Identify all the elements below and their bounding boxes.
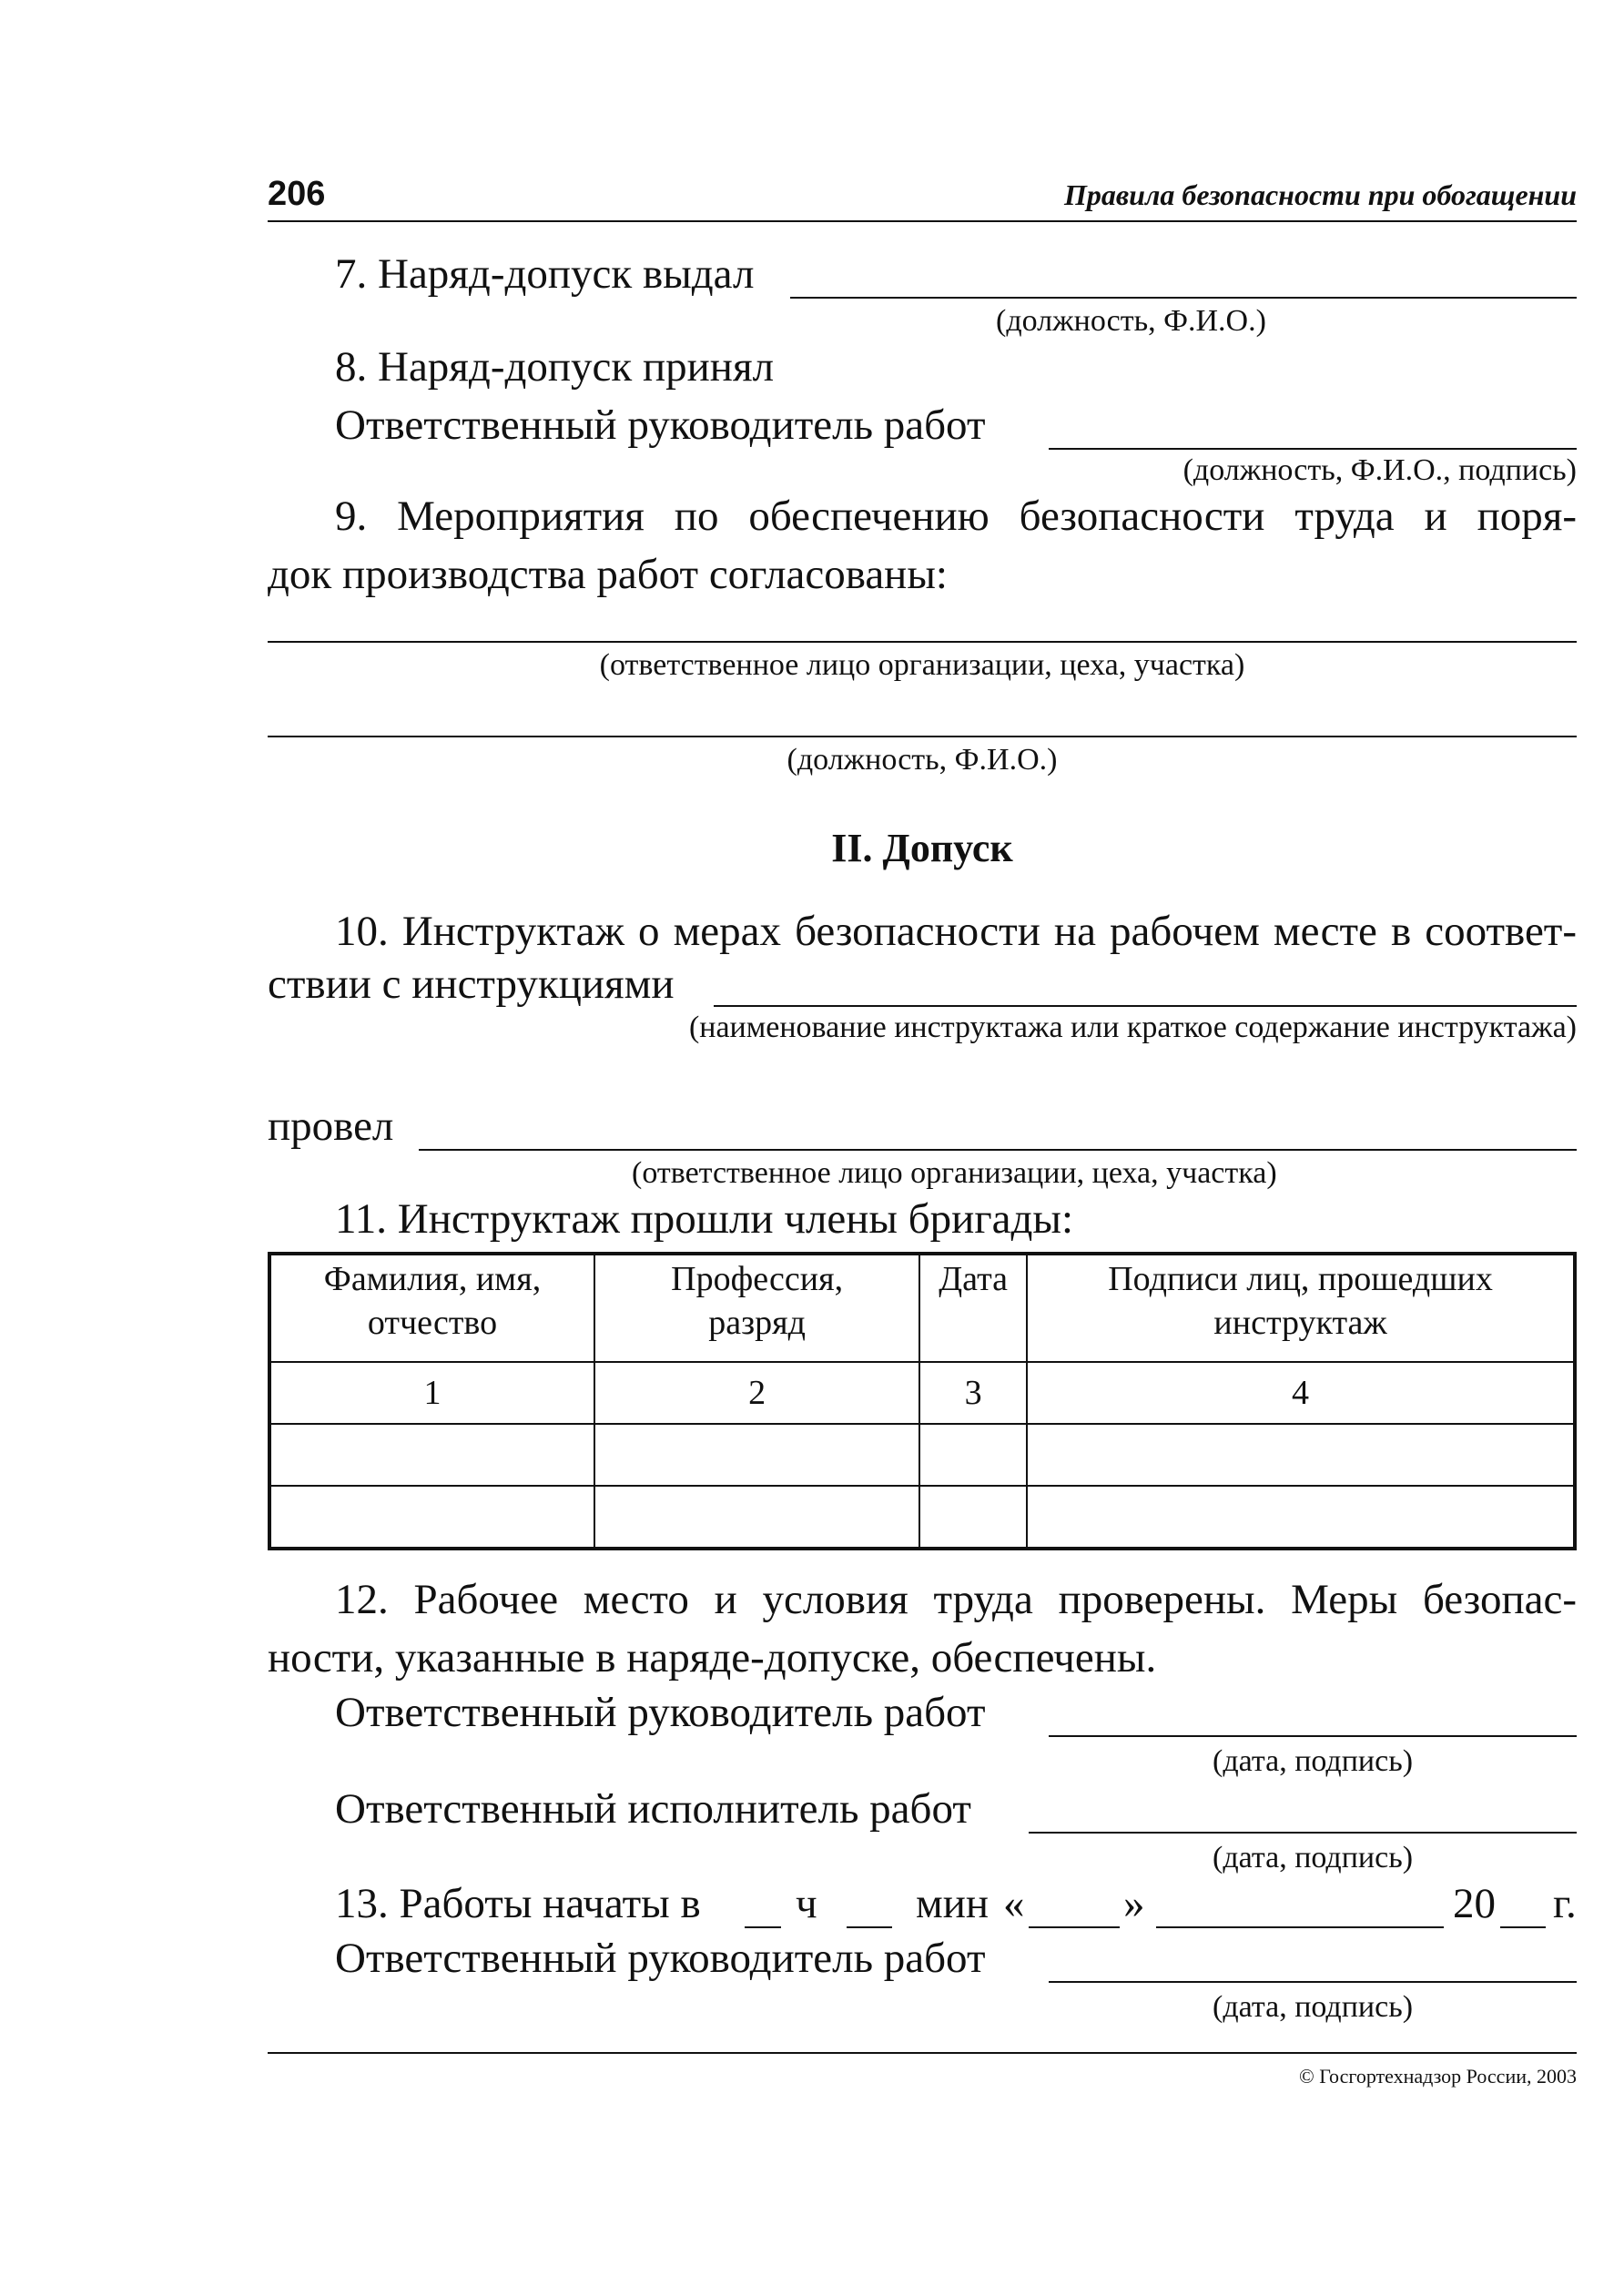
item7-blank <box>790 297 1577 299</box>
item12-executor-caption: (дата, подпись) <box>1213 1841 1414 1875</box>
item7-label: 7. Наряд-допуск выдал <box>335 250 755 298</box>
copyright: © Госгортехнадзор России, 2003 <box>1299 2065 1577 2088</box>
item12-executor-label: Ответственный исполнитель работ <box>335 1785 971 1833</box>
item8-caption: (должность, Ф.И.О., подпись) <box>1182 453 1577 487</box>
item10-caption2: (ответственное лицо организации, цеха, участка) <box>632 1156 1277 1190</box>
item13-hours-unit: ч <box>796 1880 817 1927</box>
table-cell[interactable] <box>1027 1486 1575 1549</box>
item13-year: 20 <box>1453 1880 1496 1927</box>
item11-label: 11. Инструктаж прошли члены бригады: <box>335 1195 1074 1243</box>
table-cell[interactable] <box>594 1486 919 1549</box>
running-title: Правила безопасности при обогащении <box>1063 178 1577 211</box>
item9-caption2: (должность, Ф.И.О.) <box>787 743 1058 777</box>
item13-manager-blank <box>1049 1981 1577 1983</box>
item13-prefix: 13. Работы начаты в <box>335 1880 701 1927</box>
item13-month-blank <box>1156 1926 1444 1928</box>
item13-hours-blank <box>745 1926 781 1928</box>
item10-line2: ствии с инструкциями <box>268 960 675 1008</box>
header-signatures: Подписи лиц, прошедших инструктаж <box>1027 1254 1575 1362</box>
table-row <box>269 1486 1575 1549</box>
page-number: 206 <box>268 175 326 213</box>
item13-manager-caption: (дата, подпись) <box>1213 1990 1414 2024</box>
table-index-row <box>269 1362 1575 1424</box>
item13-day-blank <box>1029 1926 1120 1928</box>
item12-manager-caption: (дата, подпись) <box>1213 1744 1414 1778</box>
footer-rule <box>268 2052 1577 2054</box>
item10-blank2 <box>419 1149 1577 1151</box>
table-cell[interactable] <box>919 1486 1027 1549</box>
item8-blank <box>1049 448 1577 450</box>
table-cell: 4 <box>1027 1362 1575 1424</box>
item13-year-suffix: г. <box>1553 1880 1577 1927</box>
table-cell: 3 <box>919 1362 1027 1424</box>
table-cell: 2 <box>594 1362 919 1424</box>
item10-line1: 10. Инструктаж о мерах безопасности на рабочем месте в соответ- <box>335 908 1577 955</box>
item10-conducted-label: провел <box>268 1102 394 1150</box>
item13-open-quote: « <box>1003 1880 1025 1927</box>
table-cell[interactable] <box>269 1486 594 1549</box>
item13-close-quote: » <box>1123 1880 1145 1927</box>
item13-manager-label: Ответственный руководитель работ <box>335 1935 986 1982</box>
header-date: Дата <box>919 1254 1027 1362</box>
item10-caption1: (наименование инструктажа или краткое содержание инструктажа) <box>688 1011 1577 1044</box>
item9-line1: 9. Мероприятия по обеспечению безопасности труда и поря- <box>335 493 1577 540</box>
header-rule <box>268 220 1577 222</box>
item9-caption1: (ответственное лицо организации, цеха, участка) <box>599 648 1245 682</box>
item8-label: 8. Наряд-допуск принял <box>335 343 775 391</box>
header-profession: Профессия, разряд <box>594 1254 919 1362</box>
header-full-name: Фамилия, имя, отчество <box>269 1254 594 1362</box>
item12-line1: 12. Рабочее место и условия труда проверены. Меры безопас- <box>335 1576 1577 1623</box>
table-row <box>269 1424 1575 1486</box>
section-title: II. Допуск <box>831 826 1013 870</box>
table-cell[interactable] <box>1027 1424 1575 1486</box>
table-cell: 1 <box>269 1362 594 1424</box>
brigade-table <box>268 1252 1577 1550</box>
item13-year-blank <box>1500 1926 1546 1928</box>
item7-caption: (должность, Ф.И.О.) <box>996 304 1266 338</box>
item13-minutes-unit: мин <box>916 1880 990 1927</box>
item10-blank1 <box>714 1005 1577 1007</box>
table-cell[interactable] <box>269 1424 594 1486</box>
item9-blank2 <box>268 736 1577 737</box>
item9-blank1 <box>268 641 1577 643</box>
item12-manager-label: Ответственный руководитель работ <box>335 1689 986 1736</box>
table-header-row <box>269 1254 1575 1362</box>
table-cell[interactable] <box>594 1424 919 1486</box>
item8-sublabel: Ответственный руководитель работ <box>335 401 986 449</box>
item12-manager-blank <box>1049 1735 1577 1737</box>
item12-executor-blank <box>1029 1832 1577 1834</box>
item9-line2: док производства работ согласованы: <box>268 551 948 598</box>
item13-minutes-blank <box>847 1926 892 1928</box>
item12-line2: ности, указанные в наряде-допуске, обеспечены. <box>268 1634 1157 1681</box>
table-cell[interactable] <box>919 1424 1027 1486</box>
